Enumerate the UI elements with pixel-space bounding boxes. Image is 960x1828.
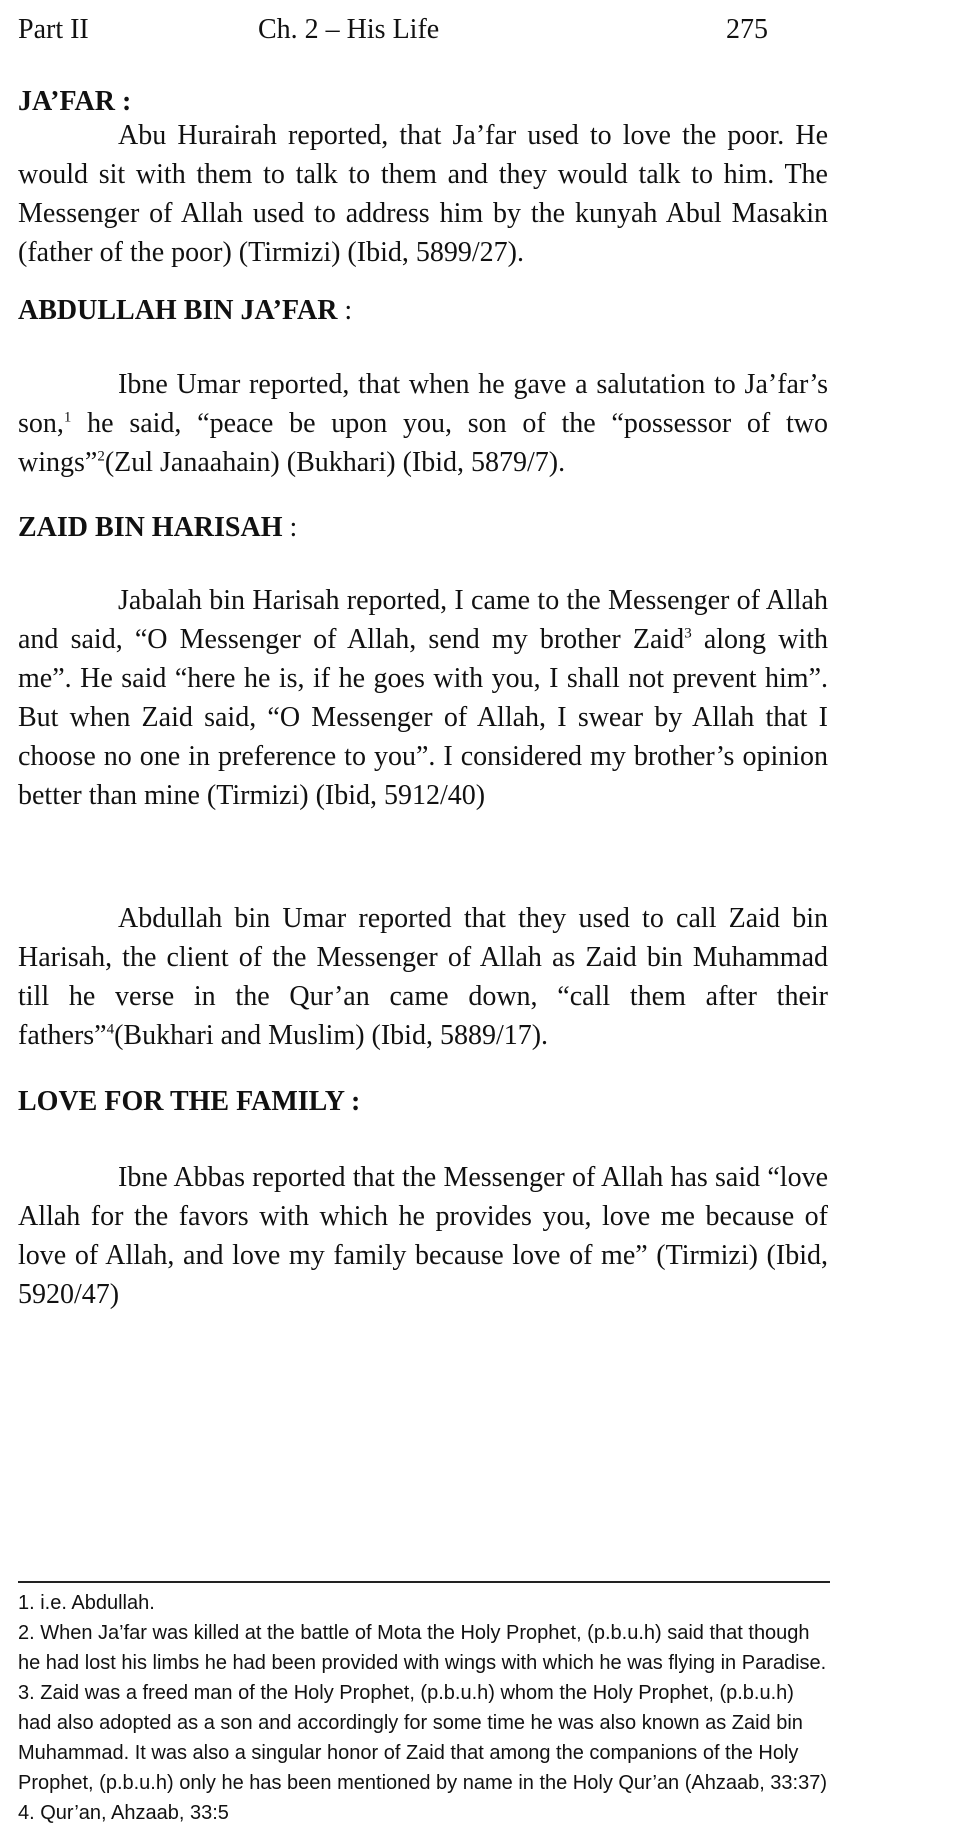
page-number: 275 [726, 14, 768, 45]
paragraph-text: along with me”. He said “here he is, if he goes with you, I shall not prevent him”. But when Zaid said, “O Messenger of Allah, I swear by Allah that I choose no one in preference to you”. I considered my brother’s opinion better than mine (Tirmizi) (Ibid, 5912/40) [18, 624, 828, 811]
footnote-ref: 3 [684, 625, 692, 642]
footnote-4: 4. Qur’an, Ahzaab, 33:5 [18, 1802, 229, 1824]
footnote-divider [18, 1581, 830, 1583]
header-part: Part II [18, 14, 89, 45]
paragraph-text: Jabalah bin Harisah reported, I came to the Messenger of Allah and said, “O Messenger of Allah, send my brother Zaid [18, 585, 828, 655]
running-header [18, 12, 828, 48]
paragraph-text: Ibne Umar reported, that when he gave a salutation to Ja’far’s son, [18, 369, 828, 439]
footnotes [18, 1588, 828, 1828]
footnote-ref: 4 [106, 1021, 115, 1038]
paragraph-text: (Zul Janaahain) (Bukhari) (Ibid, 5879/7). [104, 447, 566, 478]
heading-colon: : [337, 295, 353, 326]
paragraph-love-for-family: Ibne Abbas reported that the Messenger of Allah has said “love Allah for the favors with which he provides you, love me because of love of Allah, and love my family because love of me” (Tirmizi) (Ibid, 5920/47) [18, 1162, 828, 1310]
section-heading-love-for-the-family [18, 1084, 360, 1120]
heading-text: JA’FAR [18, 86, 115, 117]
footnote-ref: 1 [63, 409, 72, 426]
footnote-2: 2. When Ja’far was killed at the battle of Mota the Holy Prophet, (p.b.u.h) said that though he had lost his limbs he had been provided with wings with which he was flying in Paradise. [18, 1622, 827, 1674]
paragraph-jafar: Abu Hurairah reported, that Ja’far used to love the poor. He would sit with them to talk to them and they would talk to him. The Messenger of Allah used to address him by the kunyah Abul Masakin (father of the poor) (Tirmizi) (Ibid, 5899/27). [18, 120, 828, 268]
heading-text: ZAID BIN HARISAH [18, 512, 283, 543]
paragraph-zaid-2 [18, 899, 828, 1055]
section-heading-zaid-bin-harisah [18, 510, 297, 546]
paragraph-abdullah-bin-jafar [18, 365, 828, 482]
heading-text: LOVE FOR THE FAMILY : [18, 1086, 361, 1117]
footnote-ref: 2 [97, 448, 105, 465]
footnote-1: 1. i.e. Abdullah. [18, 1592, 155, 1614]
paragraph-text: (Bukhari and Muslim) (Ibid, 5889/17). [114, 1020, 549, 1051]
heading-colon: : [114, 86, 132, 117]
header-chapter: Ch. 2 – His Life [258, 14, 440, 45]
footnote-3: 3. Zaid was a freed man of the Holy Prophet, (p.b.u.h) whom the Holy Prophet, (p.b.u.h) had also adopted as a son and accordingly for some time he was also known as Zaid bin Muhammad. It was also a singular honor of Zaid that among the companions of the Holy Prophet, (p.b.u.h) only he has been mentioned by name in the Holy Qur’an (Ahzaab, 33:37) [18, 1682, 828, 1794]
section-heading-jafar [18, 84, 131, 120]
heading-colon: : [282, 512, 298, 543]
section-heading-abdullah-bin-jafar [18, 293, 352, 329]
paragraph-text: Abdullah bin Umar reported that they used to call Zaid bin Harisah, the client of the Messenger of Allah as Zaid bin Muhammad till he verse in the Qur’an came down, “call them after their fathers” [18, 903, 828, 1051]
paragraph-text: he said, “peace be upon you, son of the “possessor of two wings” [18, 408, 828, 478]
paragraph-zaid-1 [18, 581, 828, 815]
heading-text: ABDULLAH BIN JA’FAR [18, 295, 338, 326]
